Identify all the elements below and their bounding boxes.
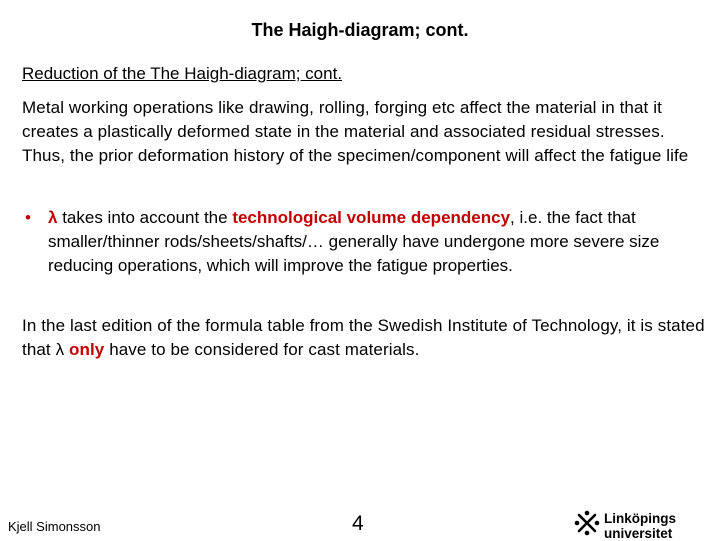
slide-title: The Haigh-diagram; cont. xyxy=(251,20,469,40)
footer-author: Kjell Simonsson xyxy=(8,519,101,534)
logo-text: Linköpings universitet xyxy=(604,510,676,541)
bullet-text-a: takes into account the xyxy=(57,208,233,227)
lambda-symbol: λ xyxy=(48,208,58,227)
bullet-text xyxy=(48,206,712,278)
paragraph2-highlight: only xyxy=(69,340,105,359)
bullet-lambda xyxy=(22,206,712,278)
slide-subtitle: Reduction of the The Haigh-diagram; cont. xyxy=(22,64,343,83)
page-number: 4 xyxy=(352,512,364,535)
paragraph2-text-a: In the last edition of the formula table from the Swedish Institute of Technology, it is stated that λ xyxy=(22,316,705,359)
bullet-marker: • xyxy=(25,208,31,227)
paragraph-formula-table xyxy=(22,314,712,362)
paragraph2-text-b: have to be considered for cast materials. xyxy=(104,340,420,359)
liu-emblem-icon xyxy=(574,510,600,541)
bullet-highlight: technological volume dependency xyxy=(232,208,511,227)
university-logo xyxy=(574,510,720,541)
bullet-text-b: , i.e. the fact that smaller/thinner rods/sheets/shafts/… generally have undergone more severe size reducing operations, which will improve the fatigue properties. xyxy=(48,208,660,275)
paragraph-metal-working: Metal working operations like drawing, rolling, forging etc affect the material in that it creates a plastically deformed state in the material and associated residual stresses. Thus, the prior deformation history of the specimen/component will affect the fatigue life xyxy=(22,98,689,165)
